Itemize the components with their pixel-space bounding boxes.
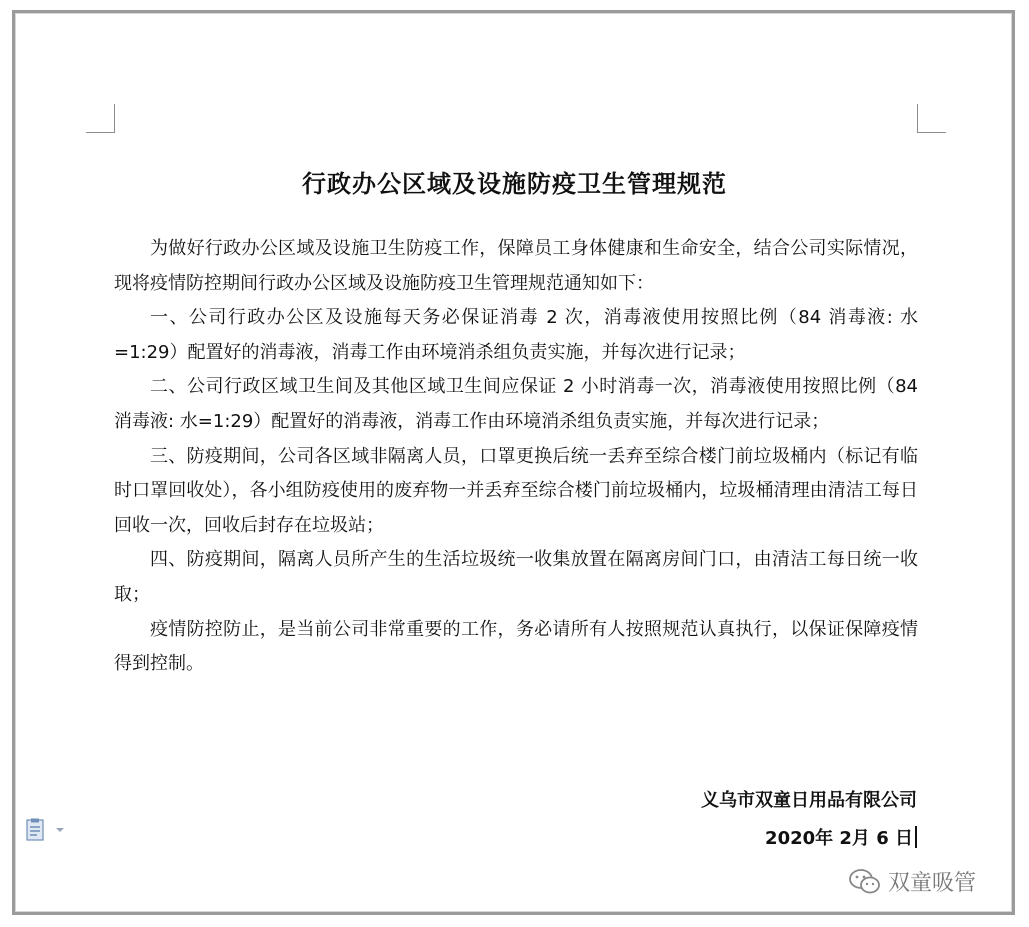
paragraph-item-4: 四、防疫期间，隔离人员所产生的生活垃圾统一收集放置在隔离房间门口，由清洁工每日统一收取； xyxy=(114,549,918,605)
document-title: 行政办公区域及设施防疫卫生管理规范 xyxy=(302,170,727,198)
paragraph-closing: 疫情防控防止，是当前公司非常重要的工作，务必请所有人按照规范认真执行，以保证保障疫情得到控制。 xyxy=(114,618,918,675)
paragraph-intro: 为做好行政办公区域及设施卫生防疫工作，保障员工身体健康和生命安全，结合公司实际情况，现将疫情防控期间行政办公区域及设施防疫卫生管理规范通知如下： xyxy=(114,238,918,294)
paragraph-item-3: 三、防疫期间，公司各区域非隔离人员，口罩更换后统一丢弃至综合楼门前垃圾桶内（标记有临时口罩回收处），各小组防疫使用的废弃物一并丢弃至综合楼门前垃圾桶内，垃圾桶清理由清洁工每日回收一次，回收后封存在垃圾站； xyxy=(114,445,918,536)
margin-mark-top-left xyxy=(86,104,115,133)
signature-company: 义乌市双童日用品有限公司 xyxy=(701,790,917,811)
signature-date-line xyxy=(765,824,917,850)
watermark-text: 双童吸管 xyxy=(888,871,977,896)
wechat-icon xyxy=(848,868,882,896)
text-cursor xyxy=(915,826,917,848)
paragraph-item-1: 一、公司行政办公区及设施每天务必保证消毒 2 次，消毒液使用按照比例（84 消毒液: 水=1:29）配置好的消毒液，消毒工作由环境消杀组负责实施，并每次进行记录； xyxy=(114,307,918,363)
margin-mark-top-right xyxy=(917,104,946,133)
watermark xyxy=(848,866,976,897)
signature-date: 2020年 2月 6 日 xyxy=(765,828,913,849)
document-body[interactable] xyxy=(114,232,918,682)
paste-options-icon[interactable] xyxy=(26,818,68,842)
paragraph-item-2: 二、公司行政区域卫生间及其他区域卫生间应保证 2 小时消毒一次，消毒液使用按照比例（84 消毒液: 水=1:29）配置好的消毒液，消毒工作由环境消杀组负责实施，并每次进行记录； xyxy=(114,376,918,432)
